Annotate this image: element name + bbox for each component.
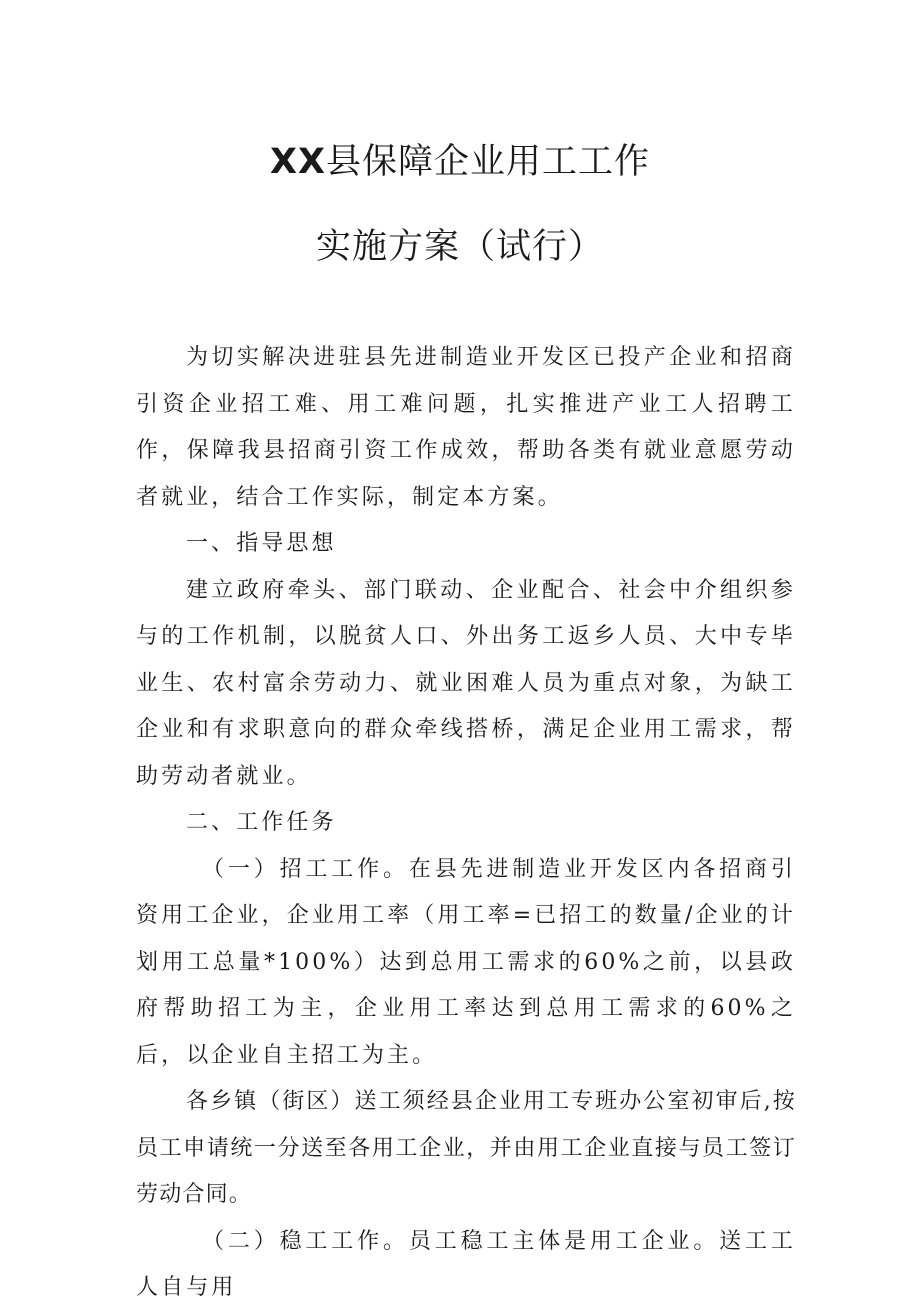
section-heading-guiding-ideology: 一、指导思想 (186, 531, 337, 556)
document-title-line-1 (0, 140, 920, 184)
guiding-ideology-paragraph: 建立政府牵头、部门联动、企业配合、社会中介组织参与的工作机制，以脱贫人口、外出务工返乡人员、大中专毕业生、农村富余劳动力、就业困难人员为重点对象，为缺工企业和有求职意向的群众牵线搭桥，满足企业用工需求，帮助劳动者就业。 (136, 577, 796, 789)
township-dispatch-paragraph: 各乡镇（街区）送工须经县企业用工专班办公室初审后,按员工申请统一分送至各用工企业，并由用工企业直接与员工签订劳动合同。 (136, 1089, 796, 1207)
section-heading-work-tasks: 二、工作任务 (186, 810, 337, 835)
intro-paragraph: 为切实解决进驻县先进制造业开发区已投产企业和招商引资企业招工难、用工难问题，扎实推进产业工人招聘工作，保障我县招商引资工作成效，帮助各类有就业意愿劳动者就业，结合工作实际，制定本方案。 (136, 345, 796, 510)
document-title-line-2: 实施方案（试行） (315, 227, 604, 267)
document-body (136, 335, 796, 1312)
title-rest: 县保障企业用工工作 (325, 142, 650, 182)
stabilization-paragraph: （二）稳工工作。员工稳工主体是用工企业。送工工人自与用 (136, 1228, 796, 1300)
title-prefix: XX (270, 142, 326, 182)
recruitment-paragraph: （一）招工工作。在县先进制造业开发区内各招商引资用工企业，企业用工率（用工率=已招工的数量/企业的计划用工总量*100%）达到总用工需求的60%之前，以县政府帮助招工为主，企业用工率达到总用工需求的60%之后，以企业自主招工为主。 (136, 856, 796, 1068)
